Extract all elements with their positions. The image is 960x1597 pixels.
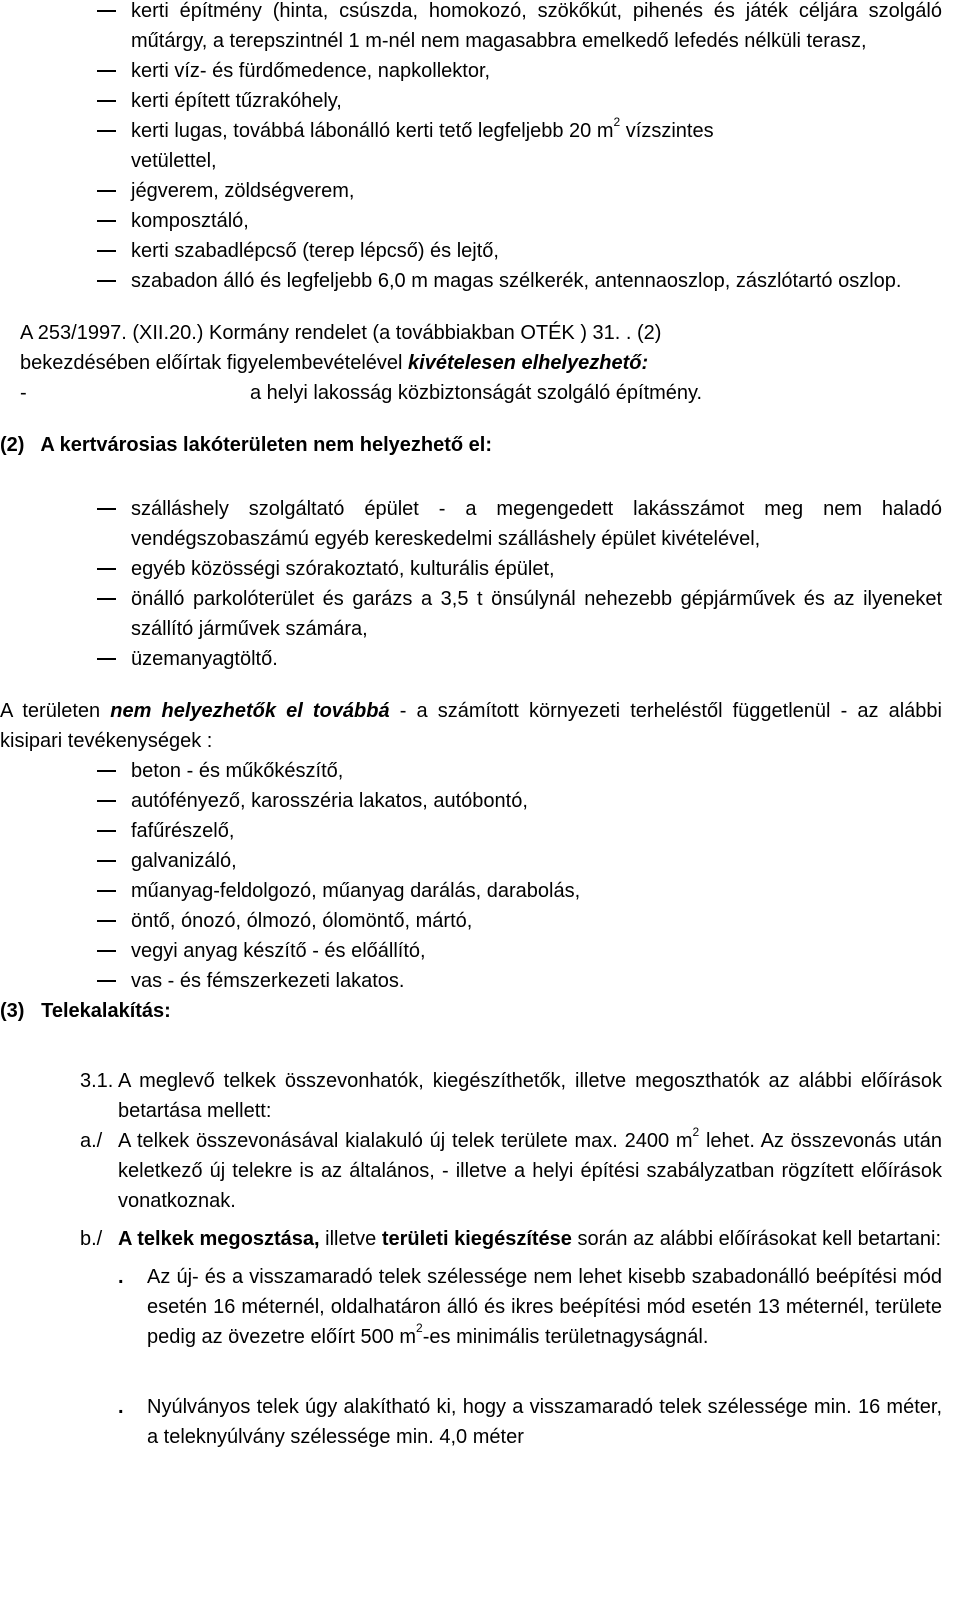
- otek-item: [20, 378, 942, 408]
- list-item-text: egyéb közösségi szórakoztató, kulturális épület,: [131, 558, 555, 580]
- clause-text: illetve: [319, 1228, 382, 1250]
- clause-b: [0, 1224, 960, 1254]
- otek-item-text: a helyi lakosság közbiztonságát szolgáló építmény.: [250, 382, 703, 404]
- superscript: 2: [416, 1321, 423, 1336]
- list-item: [0, 846, 960, 876]
- list-item-text: szálláshely szolgáltató épület - a megengedett lakásszámot meg nem haladó vendégszobaszámú egyéb kereskedelmi szálláshely épület kivételével,: [131, 498, 942, 550]
- rule-item: [0, 1392, 960, 1452]
- list-item: [0, 176, 960, 206]
- list-not-allowed: [0, 494, 960, 674]
- section-3-heading: (3) Telekalakítás:: [0, 1000, 171, 1022]
- otek-emphasis: kivételesen elhelyezhető:: [408, 352, 649, 374]
- list-item: [0, 236, 960, 266]
- list-item-text: jégverem, zöldségverem,: [131, 180, 355, 202]
- dash-bullet: [97, 860, 116, 862]
- list-item: [0, 644, 960, 674]
- list-item-text: galvanizáló,: [131, 850, 237, 872]
- clause-text: során az alábbi előírásokat kell betartani:: [571, 1228, 942, 1250]
- list-item-text: kerti lugas, továbbá lábonálló kerti tető legfeljebb 20 m: [131, 120, 614, 142]
- clause-letter: b./: [80, 1228, 103, 1250]
- list-item-text: önálló parkolóterület és garázs a 3,5 t önsúlynál nehezebb gépjárművek és az ilyeneket szállító járművek számára,: [131, 588, 942, 640]
- dash-bullet: [97, 130, 116, 132]
- list-item: [0, 876, 960, 906]
- list-item: [0, 906, 960, 936]
- list-item-text: kerti víz- és fürdőmedence, napkollektor,: [131, 60, 491, 82]
- otek-line: A 253/1997. (XII.20.) Kormány rendelet (a továbbiakban OTÉK ) 31. . (2): [20, 322, 662, 344]
- rule-text: Nyúlványos telek úgy alakítható ki, hogy a visszamaradó telek szélessége min. 16 méter, a teleknyúlvány szélessége min. 4,0 méter: [147, 1396, 942, 1448]
- hyphen-bullet: -: [20, 382, 27, 404]
- list-item-text: szabadon álló és legfeljebb 6,0 m magas szélkerék, antennaoszlop, zászlótartó oszlop.: [131, 270, 902, 292]
- clause-emphasis: A telkek megosztása,: [118, 1228, 320, 1250]
- clause-3-1: [0, 1066, 960, 1126]
- clause-text: A meglevő telkek összevonhatók, kiegészíthetők, illetve megoszthatók az alábbi előírások betartása mellett:: [118, 1070, 942, 1122]
- list-item-text: kerti szabadlépcső (terep lépcső) és lejtő,: [131, 240, 499, 262]
- dash-bullet: [97, 250, 116, 252]
- dash-bullet: [97, 70, 116, 72]
- superscript: 2: [613, 115, 621, 130]
- dash-bullet: [97, 508, 116, 510]
- list-item-text: vegyi anyag készítő - és előállító,: [131, 940, 426, 962]
- dash-bullet: [97, 920, 116, 922]
- rule-text: Az új- és a visszamaradó telek szélessége nem lehet kisebb szabadonálló beépítési mód esetén 16 méternél, oldalhatáron álló és ikres beépítési mód esetén 13 méternél, területe pedig az övezetre előírt 500 m: [147, 1266, 942, 1348]
- dash-bullet: [97, 658, 116, 660]
- otek-text: bekezdésében előírtak figyelembevételével: [20, 352, 409, 374]
- dash-bullet: [97, 980, 116, 982]
- dash-bullet: [97, 280, 116, 282]
- list-item: [0, 816, 960, 846]
- list-item: [0, 494, 960, 554]
- section-2-heading: (2) A kertvárosias lakóterületen nem helyezhető el:: [0, 434, 493, 456]
- clause-emphasis: területi kiegészítése: [381, 1228, 572, 1250]
- dot-bullet: .: [118, 1266, 124, 1288]
- clause-a: [0, 1126, 960, 1216]
- dash-bullet: [97, 10, 116, 12]
- prohibited-text: A területen: [0, 700, 111, 722]
- list-item: [0, 56, 960, 86]
- clause-number: 3.1.: [80, 1070, 114, 1092]
- list-item: [0, 756, 960, 786]
- list-item-text: öntő, ónozó, ólmozó, ólomöntő, mártó,: [131, 910, 473, 932]
- list-item-text: autófényező, karosszéria lakatos, autóbontó,: [131, 790, 528, 812]
- list-item: [0, 936, 960, 966]
- prohibited-emphasis: nem helyezhetők el továbbá: [110, 700, 390, 722]
- clause-text: A telkek összevonásával kialakuló új telek területe max. 2400 m: [118, 1130, 693, 1152]
- dash-bullet: [97, 800, 116, 802]
- list-item: [0, 0, 960, 56]
- dash-bullet: [97, 770, 116, 772]
- list-item-text: üzemanyagtöltő.: [131, 648, 278, 670]
- list-item: [0, 266, 960, 296]
- dash-bullet: [97, 890, 116, 892]
- clause-letter: a./: [80, 1130, 103, 1152]
- otek-line: [20, 348, 942, 378]
- list-item-text: kerti épített tűzrakóhely,: [131, 90, 342, 112]
- prohibited-paragraph: [0, 696, 960, 756]
- dash-bullet: [97, 830, 116, 832]
- list-item-text: vetülettel,: [131, 150, 217, 172]
- list-item: [0, 584, 960, 644]
- otek-paragraph: [0, 318, 960, 408]
- list-item-text: kerti építmény (hinta, csúszda, homokozó, szökőkút, pihenés és játék céljára szolgáló műtárgy, a terepszintnél 1 m-nél nem magasabbra emelkedő lefedés nélküli terasz,: [131, 0, 942, 52]
- list-item-text: beton - és műkőkészítő,: [131, 760, 344, 782]
- rule-text: -es minimális területnagyságnál.: [422, 1326, 709, 1348]
- list-prohibited-activities: [0, 756, 960, 996]
- rule-item: [0, 1262, 960, 1352]
- dash-bullet: [97, 598, 116, 600]
- dot-bullet: .: [118, 1396, 124, 1418]
- list-permitted: [0, 0, 960, 296]
- list-item-text: komposztáló,: [131, 210, 249, 232]
- list-item-text: fafűrészelő,: [131, 820, 235, 842]
- list-item-text: vízszintes: [620, 120, 714, 142]
- superscript: 2: [692, 1125, 700, 1140]
- list-item: [0, 86, 960, 116]
- list-item: [0, 966, 960, 996]
- list-item: [0, 116, 960, 176]
- dash-bullet: [97, 220, 116, 222]
- clause-text: lehet. Az összevonás után keletkező új telekre is az általános, - illetve a helyi építési szabályzatban rögzített előírások vonatkoznak.: [118, 1130, 942, 1212]
- list-item: [0, 786, 960, 816]
- dash-bullet: [97, 190, 116, 192]
- list-item: [0, 554, 960, 584]
- list-item: [0, 206, 960, 236]
- prohibited-text: - a számított környezeti terheléstől függetlenül - az alábbi kisipari tevékenységek :: [0, 700, 942, 752]
- dash-bullet: [97, 100, 116, 102]
- dash-bullet: [97, 568, 116, 570]
- dash-bullet: [97, 950, 116, 952]
- list-item-text: vas - és fémszerkezeti lakatos.: [131, 970, 405, 992]
- list-item-text: műanyag-feldolgozó, műanyag darálás, darabolás,: [131, 880, 581, 902]
